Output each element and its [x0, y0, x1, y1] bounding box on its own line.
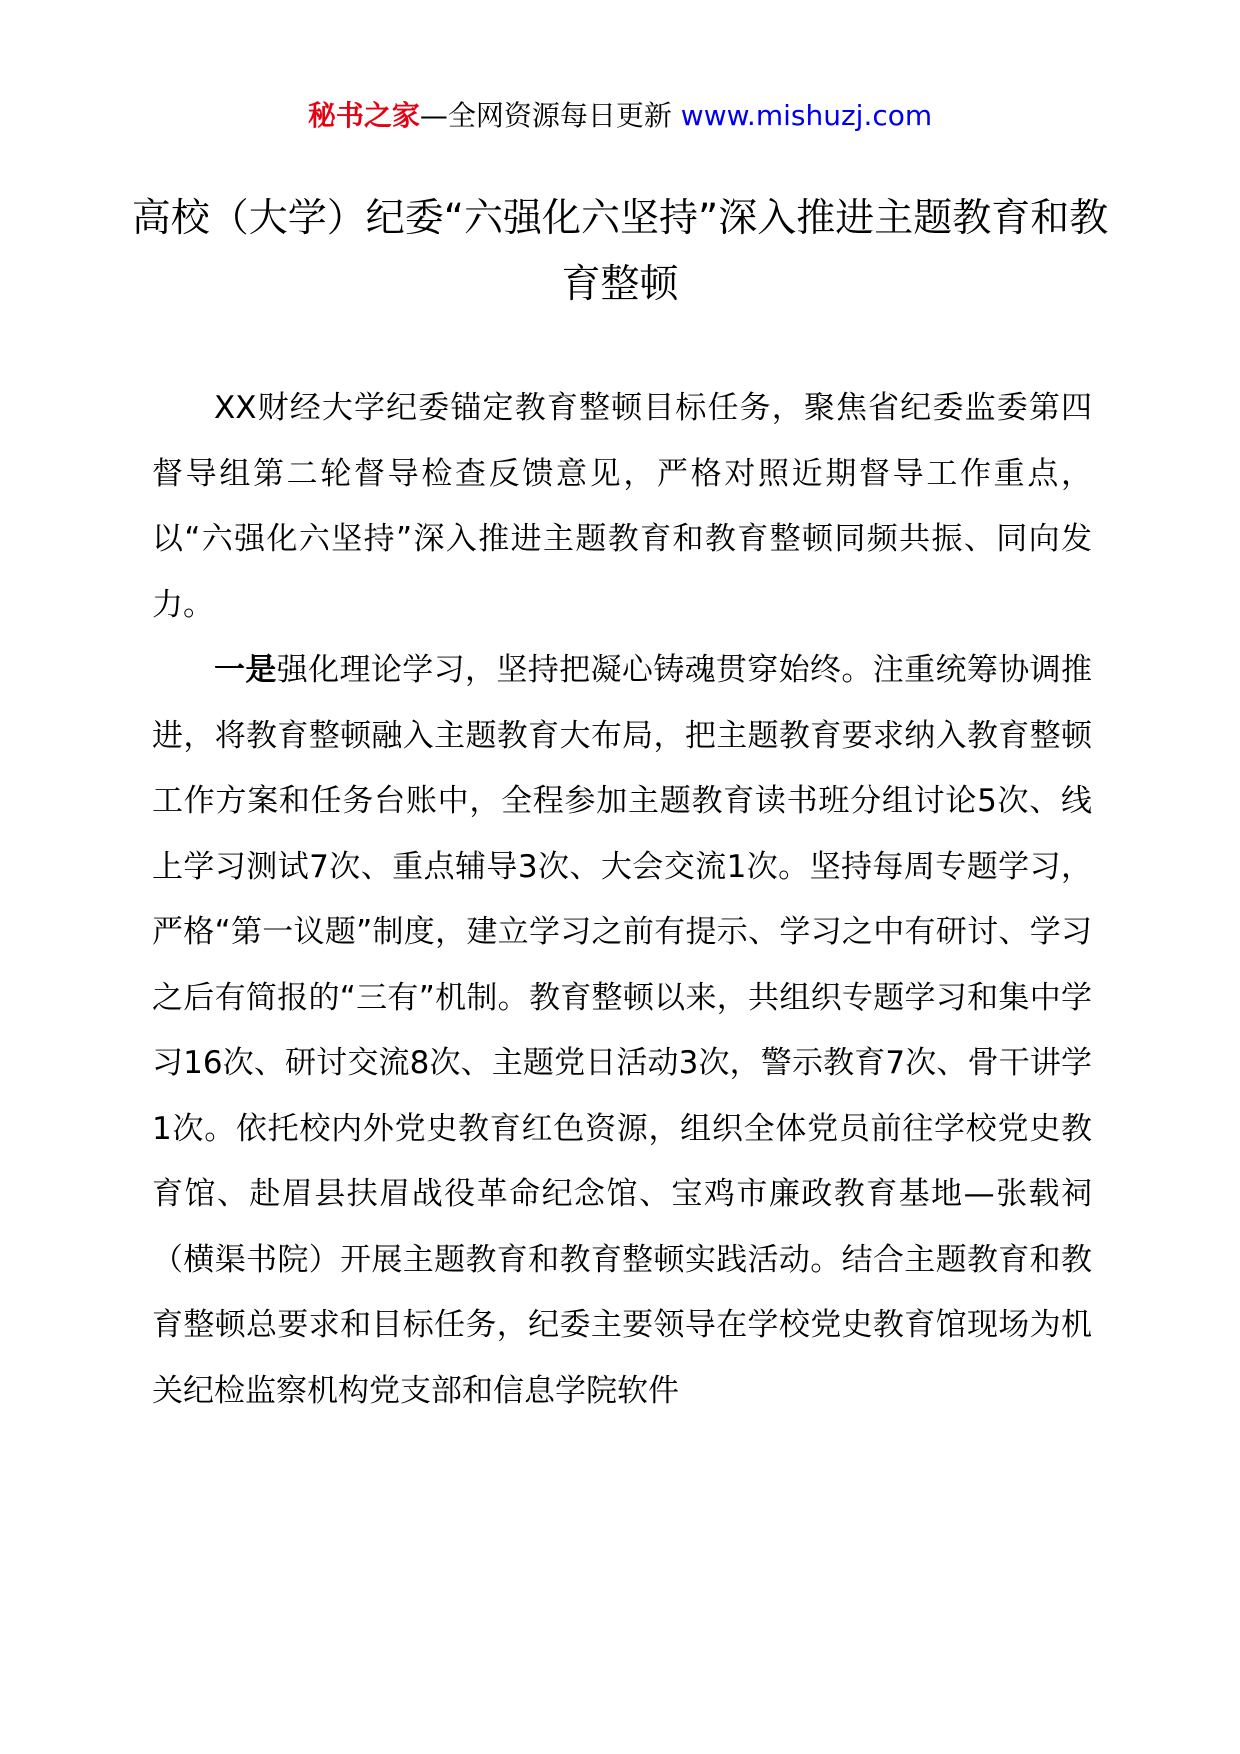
- header-tagline: —全网资源每日更新: [419, 99, 672, 132]
- paragraph-point-one: [152, 638, 1092, 1424]
- paragraph-lead: 一是: [214, 652, 277, 688]
- document-body: [152, 376, 1092, 1424]
- paragraph-intro: [152, 376, 1092, 638]
- document-title: 高校（大学）纪委“六强化六坚持”深入推进主题教育和教育整顿: [131, 196, 1109, 307]
- brand-name: 秘书之家: [307, 99, 420, 132]
- paragraph-text: 强化理论学习，坚持把凝心铸魂贯穿始终。注重统筹协调推进，将教育整顿融入主题教育大布局，把主题教育要求纳入教育整顿工作方案和任务台账中，全程参加主题教育读书班分组讨论5次、线上学习测试7次、重点辅导3次、大会交流1次。坚持每周专题学习，严格“第一议题”制度，建立学习之前有提示、学习之中有研讨、学习之后有简报的“三有”机制。教育整顿以来，共组织专题学习和集中学习16次、研讨交流8次、主题党日活动3次，警示教育7次、骨干讲学1次。依托校内外党史教育红色资源，组织全体党员前往学校党史教育馆、赴眉县扶眉战役革命纪念馆、宝鸡市廉政教育基地—张载祠（横渠书院）开展主题教育和教育整顿实践活动。结合主题教育和教育整顿总要求和目标任务，纪委主要领导在学校党史教育馆现场为机关纪检监察机构党支部和信息学院软件: [152, 652, 1093, 1409]
- website-link[interactable]: www.mishuzj.com: [680, 99, 933, 132]
- paragraph-text: XX财经大学纪委锚定教育整顿目标任务，聚焦省纪委监委第四督导组第二轮督导检查反馈意见，严格对照近期督导工作重点，以“六强化六坚持”深入推进主题教育和教育整顿同频共振、同向发力。: [152, 390, 1092, 623]
- watermark-header: [0, 96, 1240, 136]
